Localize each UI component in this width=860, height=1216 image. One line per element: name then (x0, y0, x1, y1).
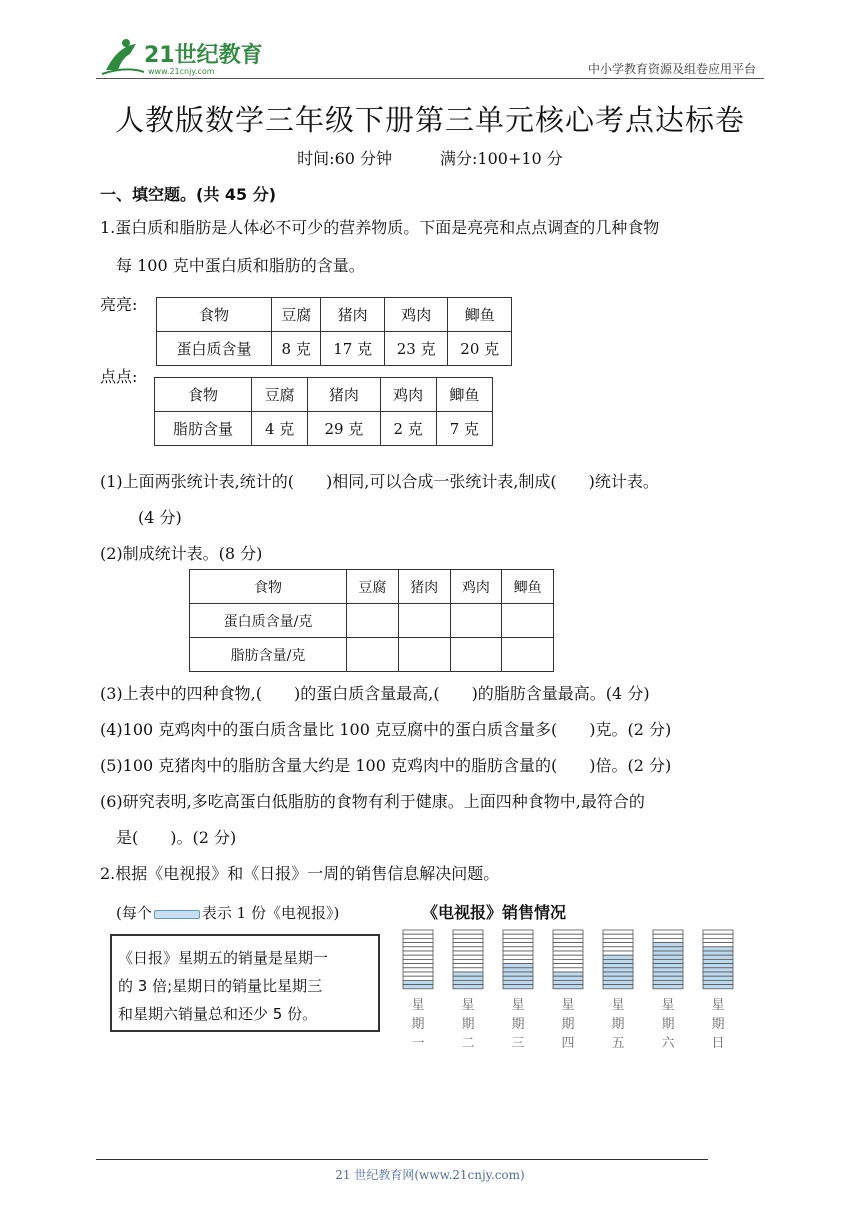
table-cell: 鲫鱼 (448, 298, 512, 332)
bar-cell-empty (403, 951, 433, 955)
table-cell: 豆腐 (347, 570, 399, 604)
q2-line1: 2.根据《电视报》和《日报》一周的销售信息解决问题。 (100, 864, 500, 883)
bar-cell-filled (503, 964, 533, 968)
bar-cell-filled (653, 947, 683, 951)
bar-cell-filled (453, 980, 483, 984)
answer-cell[interactable] (502, 638, 554, 672)
bar-cell-empty (453, 943, 483, 947)
bar-cell-filled (653, 955, 683, 959)
bar-cell-empty (653, 930, 683, 934)
site-logo (96, 36, 266, 80)
q1-part5: (5)100 克猪肉中的脂肪含量大约是 100 克鸡肉中的脂肪含量的( )倍。(2 分) (100, 756, 672, 775)
table-cell: 8 克 (272, 332, 321, 366)
table-cell: 食物 (155, 378, 252, 412)
bar-cell-filled (703, 964, 733, 968)
bar-cell-empty (453, 934, 483, 938)
bar-cell-filled (653, 980, 683, 984)
bar-cell-empty (403, 976, 433, 980)
chart-bar (703, 930, 733, 989)
footer-divider (96, 1159, 708, 1160)
table-combined (189, 569, 554, 672)
answer-cell[interactable] (502, 604, 554, 638)
bar-cell-empty (453, 938, 483, 942)
bar-cell-filled (503, 985, 533, 989)
answer-cell[interactable] (450, 638, 502, 672)
answer-cell[interactable] (398, 604, 450, 638)
bar-cell-filled (653, 985, 683, 989)
x-tick-label: 期 (561, 1016, 575, 1032)
bar-cell-empty (703, 930, 733, 934)
bar-cell-empty (453, 947, 483, 951)
answer-cell[interactable] (347, 604, 399, 638)
table-cell: 17 克 (321, 332, 385, 366)
table-cell: 蛋白质含量 (157, 332, 272, 366)
x-tick-label: 日 (711, 1035, 725, 1051)
bar-cell-empty (453, 955, 483, 959)
bar-cell-empty (603, 934, 633, 938)
table-liang (156, 297, 512, 366)
bar-cell-filled (703, 955, 733, 959)
bar-cell-empty (403, 959, 433, 963)
table-dian (154, 377, 493, 446)
bar-cell-empty (503, 938, 533, 942)
bar-cell-empty (503, 947, 533, 951)
exam-time: 时间:60 分钟 (297, 149, 393, 168)
exam-score: 满分:100+10 分 (440, 149, 563, 168)
footer-text: 21 世纪教育网(www.21cnjy.com) (335, 1168, 525, 1182)
info-box (110, 934, 380, 1032)
table-cell: 食物 (157, 298, 272, 332)
x-tick-label: 星 (461, 997, 475, 1013)
bar-cell-filled (503, 976, 533, 980)
bar-cell-empty (603, 947, 633, 951)
table-cell: 7 克 (436, 412, 492, 446)
bar-cell-empty (603, 930, 633, 934)
bar-cell-filled (553, 980, 583, 984)
platform-name: 中小学教育资源及组卷应用平台 (587, 62, 756, 76)
bar-cell-filled (503, 968, 533, 972)
table-cell: 29 克 (308, 412, 380, 446)
bar-cell-empty (703, 943, 733, 947)
x-tick-label: 二 (461, 1035, 475, 1051)
x-tick-label: 五 (611, 1035, 625, 1051)
x-tick-label: 一 (411, 1035, 425, 1051)
q1-line1: 1.蛋白质和脂肪是人体必不可少的营养物质。下面是亮亮和点点调查的几种食物 (100, 218, 660, 237)
bar-cell-empty (503, 951, 533, 955)
bar-cell-empty (403, 972, 433, 976)
exam-meta (0, 146, 860, 169)
bar-cell-empty (403, 947, 433, 951)
x-tick-label: 星 (711, 997, 725, 1013)
x-tick-label: 期 (511, 1016, 525, 1032)
bar-cell-filled (553, 972, 583, 976)
table-cell: 鲫鱼 (436, 378, 492, 412)
bar-cell-empty (503, 943, 533, 947)
bar-cell-filled (703, 976, 733, 980)
chart-title: 《电视报》销售情况 (422, 903, 567, 922)
bar-cell-filled (653, 959, 683, 963)
bar-cell-empty (603, 943, 633, 947)
info-line: 的 3 倍;星期日的销量比星期三 (118, 977, 323, 995)
bar-cell-empty (503, 959, 533, 963)
q1-part2: (2)制成统计表。(8 分) (100, 544, 263, 563)
info-line: 《日报》星期五的销量是星期一 (118, 949, 329, 967)
bar-cell-empty (453, 964, 483, 968)
bar-cell-empty (653, 938, 683, 942)
header-divider (96, 78, 764, 79)
chart-bar (453, 930, 483, 989)
q1-line2: 每 100 克中蛋白质和脂肪的含量。 (116, 256, 365, 275)
table-cell: 20 克 (448, 332, 512, 366)
table-cell: 脂肪含量/克 (190, 638, 347, 672)
bar-cell-filled (653, 976, 683, 980)
bar-cell-filled (653, 968, 683, 972)
bar-cell-filled (453, 976, 483, 980)
x-tick-label: 星 (411, 997, 425, 1013)
bar-cell-empty (553, 951, 583, 955)
bar-cell-empty (403, 938, 433, 942)
bar-cell-filled (703, 985, 733, 989)
chart-bar (603, 930, 633, 989)
liang-label: 亮亮: (100, 295, 138, 314)
bar-cell-filled (703, 947, 733, 951)
answer-cell[interactable] (450, 604, 502, 638)
chart-legend (116, 902, 339, 923)
answer-cell[interactable] (347, 638, 399, 672)
page-title: 人教版数学三年级下册第三单元核心考点达标卷 (114, 103, 745, 137)
table-cell: 猪肉 (308, 378, 380, 412)
bar-cell-empty (453, 951, 483, 955)
table-cell: 2 克 (380, 412, 436, 446)
table-cell: 脂肪含量 (155, 412, 252, 446)
chart-bar (653, 930, 683, 989)
table-cell: 蛋白质含量/克 (190, 604, 347, 638)
bar-cell-empty (603, 938, 633, 942)
x-tick-label: 星 (661, 997, 675, 1013)
bar-cell-filled (603, 968, 633, 972)
svg-text:21世纪教育: 21世纪教育 (144, 43, 263, 68)
bar-cell-empty (603, 951, 633, 955)
bar-cell-filled (603, 980, 633, 984)
bar-cell-empty (503, 934, 533, 938)
chart-bar (553, 930, 583, 989)
bar-cell-empty (403, 964, 433, 968)
bar-cell-filled (653, 972, 683, 976)
bar-cell-empty (553, 930, 583, 934)
x-tick-label: 六 (661, 1035, 675, 1051)
bar-cell-empty (553, 947, 583, 951)
bar-cell-filled (603, 985, 633, 989)
bar-cell-filled (553, 985, 583, 989)
section-heading: 一、填空题。(共 45 分) (100, 185, 277, 204)
table-cell: 鸡肉 (380, 378, 436, 412)
bar-cell-empty (703, 938, 733, 942)
bar-cell-empty (403, 955, 433, 959)
bar-cell-filled (453, 972, 483, 976)
table-cell: 豆腐 (272, 298, 321, 332)
x-tick-label: 三 (511, 1035, 525, 1051)
chart-bar (403, 930, 433, 989)
q1-part3: (3)上表中的四种食物,( )的蛋白质含量最高,( )的脂肪含量最高。(4 分) (100, 684, 650, 703)
bar-cell-filled (453, 985, 483, 989)
bar-cell-filled (703, 951, 733, 955)
x-tick-label: 星 (611, 997, 625, 1013)
bar-cell-empty (553, 955, 583, 959)
bar-cell-filled (403, 980, 433, 984)
table-cell: 鸡肉 (384, 298, 448, 332)
x-tick-label: 星 (561, 997, 575, 1013)
q1-part4: (4)100 克鸡肉中的蛋白质含量比 100 克豆腐中的蛋白质含量多( )克。(2 分) (100, 720, 672, 739)
bar-cell-empty (453, 959, 483, 963)
bar-cell-filled (653, 951, 683, 955)
x-tick-label: 期 (711, 1016, 725, 1032)
bar-cell-filled (653, 943, 683, 947)
bar-cell-filled (553, 976, 583, 980)
bar-cell-filled (653, 964, 683, 968)
q1-part1-score: (4 分) (138, 508, 182, 527)
bar-cell-empty (553, 934, 583, 938)
bar-cell-empty (553, 959, 583, 963)
bar-cell-filled (603, 976, 633, 980)
table-cell: 豆腐 (252, 378, 308, 412)
sales-chart (396, 926, 746, 1086)
bar-cell-filled (603, 955, 633, 959)
bar-cell-empty (703, 934, 733, 938)
bar-cell-filled (703, 980, 733, 984)
x-tick-label: 期 (461, 1016, 475, 1032)
q1-part6: (6)研究表明,多吃高蛋白低脂肪的食物有利于健康。上面四种食物中,最符合的 (100, 792, 645, 811)
x-tick-label: 星 (511, 997, 525, 1013)
q1-part1: (1)上面两张统计表,统计的( )相同,可以合成一张统计表,制成( )统计表。 (100, 472, 659, 491)
bar-cell-empty (403, 930, 433, 934)
bar-cell-empty (553, 968, 583, 972)
table-cell: 鲫鱼 (502, 570, 554, 604)
legend-prefix: (每个 (116, 904, 152, 922)
dian-label: 点点: (100, 367, 138, 386)
bar-cell-empty (403, 943, 433, 947)
bar-cell-filled (503, 980, 533, 984)
x-tick-label: 期 (611, 1016, 625, 1032)
bar-cell-empty (553, 938, 583, 942)
bar-cell-empty (453, 968, 483, 972)
table-cell: 猪肉 (398, 570, 450, 604)
x-tick-label: 四 (561, 1035, 575, 1051)
bar-cell-filled (503, 972, 533, 976)
bar-cell-empty (553, 943, 583, 947)
bar-cell-filled (403, 985, 433, 989)
bar-cell-empty (453, 930, 483, 934)
table-cell: 23 克 (384, 332, 448, 366)
bar-cell-filled (703, 959, 733, 963)
bar-cell-filled (703, 972, 733, 976)
answer-cell[interactable] (398, 638, 450, 672)
bar-cell-filled (603, 964, 633, 968)
bar-cell-empty (503, 955, 533, 959)
svg-text:www.21cnjy.com: www.21cnjy.com (148, 67, 215, 76)
bar-cell-empty (403, 934, 433, 938)
bar-cell-filled (703, 968, 733, 972)
table-cell: 猪肉 (321, 298, 385, 332)
bar-cell-empty (503, 930, 533, 934)
x-tick-label: 期 (411, 1016, 425, 1032)
bar-cell-filled (603, 972, 633, 976)
legend-swatch (154, 910, 200, 919)
bar-cell-empty (653, 934, 683, 938)
legend-suffix: 表示 1 份《电视报》) (201, 904, 340, 922)
q1-part6-cont: 是( )。(2 分) (116, 828, 237, 847)
bar-cell-filled (603, 959, 633, 963)
table-cell: 4 克 (252, 412, 308, 446)
table-cell: 鸡肉 (450, 570, 502, 604)
bar-cell-empty (403, 968, 433, 972)
bar-cell-empty (553, 964, 583, 968)
chart-bar (503, 930, 533, 989)
x-tick-label: 期 (661, 1016, 675, 1032)
info-line: 和星期六销量总和还少 5 份。 (118, 1005, 318, 1023)
table-cell: 食物 (190, 570, 347, 604)
